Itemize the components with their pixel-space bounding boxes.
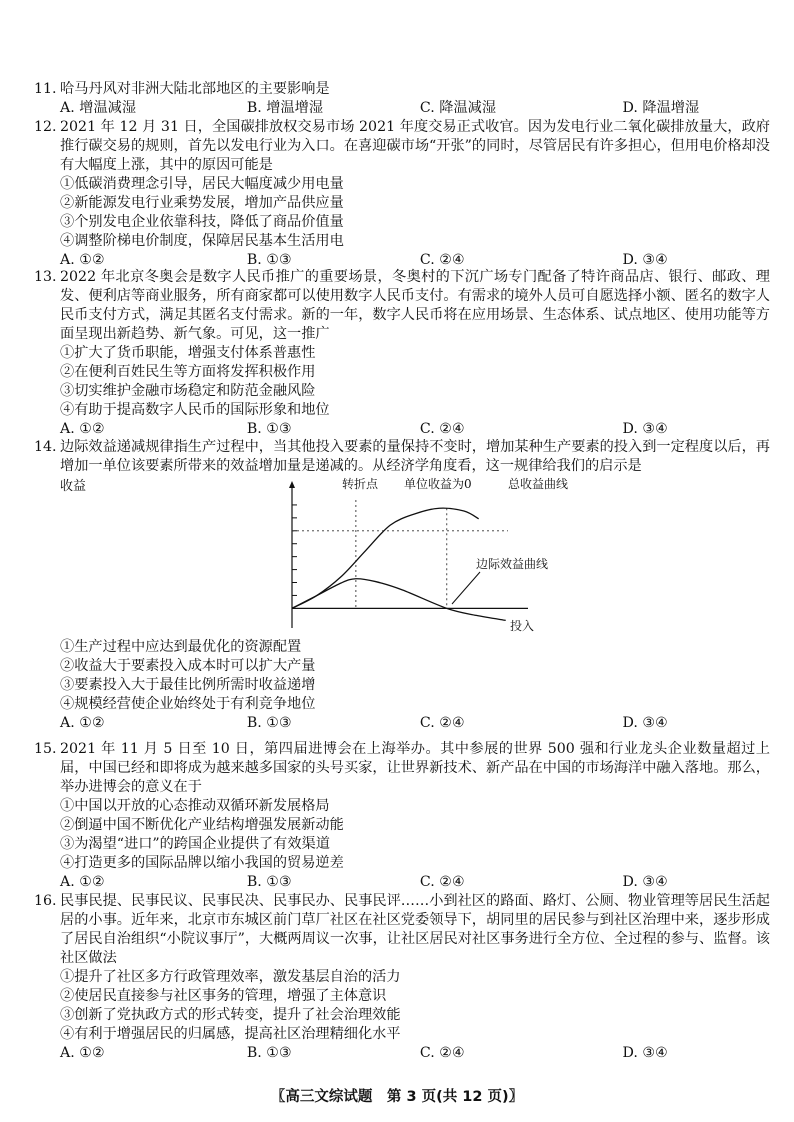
choice-c[interactable]: C. ②④ <box>419 1045 465 1061</box>
answer-choices <box>60 714 770 733</box>
question-number: 14. <box>34 439 57 455</box>
question-number: 12. <box>34 119 57 135</box>
question-stem: 哈马丹风对非洲大陆北部地区的主要影响是 <box>60 81 330 97</box>
choice-b[interactable]: B. ①③ <box>246 874 292 890</box>
statement-1: ①提升了社区多方行政管理效率，激发基层自治的活力 <box>60 969 401 985</box>
statement-2: ②倒逼中国不断优化产业结构增强发展新动能 <box>60 817 344 833</box>
choice-c[interactable]: C. ②④ <box>419 252 465 268</box>
question-stem: 民事民提、民事民议、民事民决、民事民办、民事民评……小到社区的路面、路灯、公厕、物业管理等居民生活起居的小事。近年来，北京市东城区前门草厂社区在社区党委领导下，胡同里的居民参与到社区治理中来，逐步形成了居民自治组织“小院议事厅”，大概两周议一次事，让社区居民对社区事务进行全方位、全过程的参与、监督。该社区做法 <box>60 893 770 966</box>
statement-4: ④有利于增强居民的归属感，提高社区治理精细化水平 <box>60 1026 401 1042</box>
answer-choices <box>60 420 770 439</box>
question-number: 13. <box>34 269 57 285</box>
statement-2: ②使居民直接参与社区事务的管理，增强了主体意识 <box>60 988 387 1004</box>
choice-b[interactable]: B. ①③ <box>246 1045 292 1061</box>
annotation-marginal-curve: 边际效益曲线 <box>476 557 549 571</box>
answer-choices <box>60 873 770 892</box>
choice-a[interactable]: A. ①② <box>60 874 105 890</box>
statement-3: ③为渴望“进口”的跨国企业提供了有效渠道 <box>60 836 330 852</box>
statement-3: ③个别发电企业依靠科技，降低了商品价值量 <box>60 214 344 230</box>
statement-3: ③要素投入大于最佳比例所需时收益递增 <box>60 677 316 693</box>
choice-c[interactable]: C. 降温减湿 <box>419 100 497 116</box>
question-number: 16. <box>34 893 57 909</box>
statement-2: ②新能源发电行业乘势发展，增加产品供应量 <box>60 195 344 211</box>
statement-4: ④有助于提高数字人民币的国际形象和地位 <box>60 402 330 418</box>
question-stem: 边际效益递减规律指生产过程中，当其他投入要素的量保持不变时，增加某种生产要素的投入到一定程度以后，再增加一单位该要素所带来的效益增加量是递减的。从经济学角度看，这一规律给我们的启示是 <box>60 439 770 474</box>
statement-4: ④调整阶梯电价制度，保障居民基本生活用电 <box>60 233 344 249</box>
question-14 <box>34 438 770 733</box>
choice-c[interactable]: C. ②④ <box>419 715 465 731</box>
choice-d[interactable]: D. ③④ <box>622 715 668 731</box>
choice-a[interactable]: A. ①② <box>60 1045 105 1061</box>
y-axis-label: 收益 <box>60 479 87 494</box>
choice-d[interactable]: D. ③④ <box>622 1045 668 1061</box>
chart-svg <box>60 476 794 638</box>
choice-b[interactable]: B. 增温增湿 <box>246 100 324 116</box>
y-axis-arrow <box>289 481 295 488</box>
choice-c[interactable]: C. ②④ <box>419 421 465 437</box>
choice-d[interactable]: D. ③④ <box>622 252 668 268</box>
question-15 <box>34 740 770 892</box>
choice-a[interactable]: A. 增温减湿 <box>60 100 137 116</box>
x-axis-label: 投入 <box>510 619 535 633</box>
statement-1: ①中国以开放的心态推动双循环新发展格局 <box>60 798 330 814</box>
question-11 <box>34 80 770 118</box>
annotation-total-curve: 总收益曲线 <box>508 477 569 491</box>
statement-4: ④规模经营使企业始终处于有利竞争地位 <box>60 696 316 712</box>
question-number: 11. <box>34 81 57 97</box>
answer-choices <box>60 1044 770 1063</box>
choice-b[interactable]: B. ①③ <box>246 715 292 731</box>
page-footer: 〖高三文综试题 第 3 页(共 12 页)〗 <box>270 1089 524 1105</box>
choice-d[interactable]: D. ③④ <box>622 874 668 890</box>
statement-3: ③切实维护金融市场稳定和防范金融风险 <box>60 383 316 399</box>
statement-4: ④打造更多的国际品牌以缩小我国的贸易逆差 <box>60 855 344 871</box>
choice-c[interactable]: C. ②④ <box>419 874 465 890</box>
choice-d[interactable]: D. ③④ <box>622 421 668 437</box>
statement-2: ②在便利百姓民生等方面将发挥积极作用 <box>60 364 316 380</box>
question-stem: 2022 年北京冬奥会是数字人民币推广的重要场景，冬奥村的下沉广场专门配备了特许商品店、银行、邮政、理发、便利店等商业服务，所有商家都可以使用数字人民币支付。有需求的境外人员可自愿选择小额、匿名的数字人民币支付方式，满足其匿名支付需求。新的一年，数字人民币将在应用场景、生态体系、试点地区、使用功能等方面呈现出新趋势、新气象。可见，这一推广 <box>60 269 770 342</box>
annotation-turning-point: 转折点 <box>342 477 379 491</box>
choice-a[interactable]: A. ①② <box>60 715 105 731</box>
question-16 <box>34 892 770 1063</box>
marginal-benefit-curve <box>292 579 506 621</box>
statement-1: ①低碳消费理念引导，居民大幅度减少用电量 <box>60 176 344 192</box>
choice-b[interactable]: B. ①③ <box>246 252 292 268</box>
question-number: 15. <box>34 741 57 757</box>
question-stem: 2021 年 11 月 5 日至 10 日，第四届进博会在上海举办。其中参展的世界 500 强和行业龙头企业数量超过上届，中国已经和即将成为越来越多国家的头号买家，让世界新技术、新产品在中国的市场海洋中融入落地。那么，举办进博会的意义在于 <box>60 741 770 795</box>
statement-2: ②收益大于要素投入成本时可以扩大产量 <box>60 658 316 674</box>
annotation-marginal-leader <box>452 572 480 604</box>
choice-a[interactable]: A. ①② <box>60 421 105 437</box>
annotation-zero-unit-benefit: 单位收益为0 <box>404 477 472 491</box>
statement-1: ①扩大了货币职能，增强支付体系普惠性 <box>60 345 316 361</box>
answer-choices <box>60 99 770 118</box>
statement-3: ③创新了党执政方式的形式转变，提升了社会治理效能 <box>60 1007 401 1023</box>
marginal-benefit-chart <box>60 476 794 638</box>
choice-d[interactable]: D. 降温增湿 <box>622 100 700 116</box>
question-stem: 2021 年 12 月 31 日，全国碳排放权交易市场 2021 年度交易正式收官。因为发电行业二氧化碳排放量大，政府推行碳交易的规则，首先以发电行业为入口。在喜迎碳市场“开张”的同时，尽管居民有许多担心，但用电价格却没有大幅度上涨，其中的原因可能是 <box>60 119 770 173</box>
question-13 <box>34 268 770 439</box>
choice-b[interactable]: B. ①③ <box>246 421 292 437</box>
question-12 <box>34 118 770 270</box>
choice-a[interactable]: A. ①② <box>60 252 105 268</box>
statement-1: ①生产过程中应达到最优化的资源配置 <box>60 639 302 655</box>
